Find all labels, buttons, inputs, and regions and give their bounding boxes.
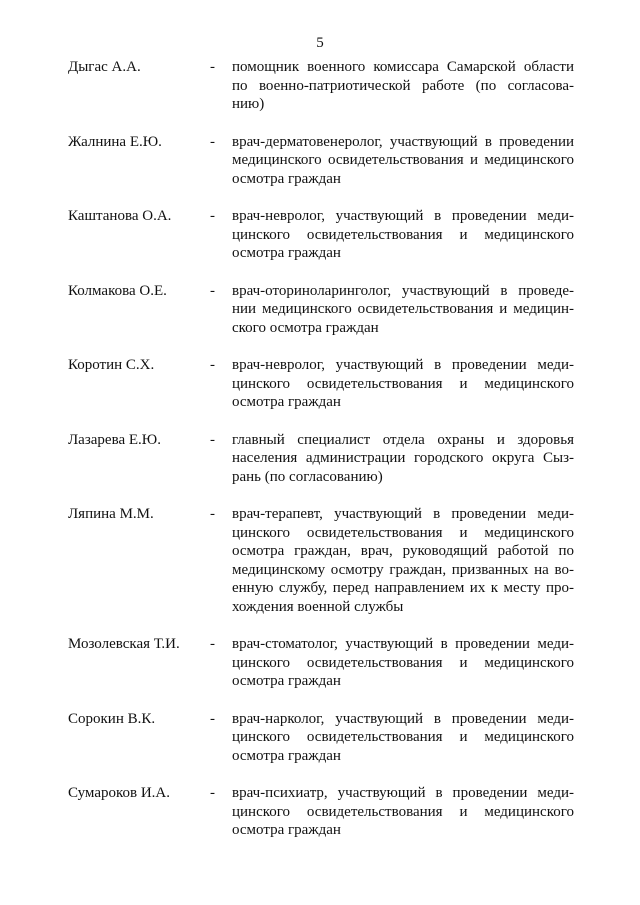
member-role-description — [232, 784, 574, 840]
role-description-line: ского осмотра граждан — [232, 319, 379, 336]
role-description-line: хождения военной службы — [232, 598, 404, 615]
role-description-line: нию) — [232, 96, 265, 112]
member-name: Коротин С.Х. — [68, 357, 155, 373]
role-description-line: цинского освидетельствования и медицинского — [232, 654, 574, 671]
role-description-line: врач-оториноларинголог, участвующий в проведе- — [232, 282, 574, 299]
page-number: 5 — [316, 35, 324, 51]
role-description-line: рань (по согласованию) — [232, 468, 383, 485]
member-name: Колмакова О.Е. — [68, 282, 167, 299]
member-role-description — [232, 282, 574, 338]
member-name: Сорокин В.К. — [68, 710, 156, 727]
role-description-line: цинского освидетельствования и медицинского — [232, 803, 574, 820]
role-description-line: врач-стоматолог, участвующий в проведении меди- — [232, 636, 574, 652]
role-description-line: осмотра граждан — [232, 245, 341, 261]
member-role-description — [232, 58, 574, 114]
member-role-description — [232, 356, 574, 412]
member-name: Дыгас А.А. — [68, 59, 141, 75]
member-role-description — [232, 207, 574, 263]
role-description-line: нии медицинского освидетельствования и медицин- — [232, 301, 574, 317]
role-description-line: населения администрации городского округа Сыз- — [232, 450, 574, 466]
entry-dash: - — [210, 59, 215, 75]
member-role-description — [232, 133, 574, 189]
role-description-line: по военно-патриотической работе (по согласова- — [232, 77, 574, 94]
role-description-line: осмотра граждан — [232, 673, 341, 689]
member-name: Мозолевская Т.И. — [68, 636, 180, 652]
role-description-line: врач-дерматовенеролог, участвующий в проведении — [232, 133, 574, 150]
role-description-line: осмотра граждан, врач, руководящий работой по — [232, 543, 574, 559]
role-description-line: осмотра граждан — [232, 822, 341, 838]
entry-dash: - — [210, 431, 215, 448]
entry-dash: - — [210, 133, 215, 150]
role-description-line: осмотра граждан — [232, 747, 341, 764]
member-role-description — [232, 505, 574, 616]
role-description-line: енную службу, перед направлением их к месту про- — [232, 580, 574, 596]
member-role-description — [232, 431, 574, 487]
role-description-line: помощник военного комиссара Самарской области — [232, 59, 574, 75]
role-description-line: цинского освидетельствования и медицинского — [232, 524, 574, 541]
role-description-line: врач-психиатр, участвующий в проведении меди- — [232, 785, 574, 801]
entry-dash: - — [210, 208, 215, 224]
entry-dash: - — [210, 785, 215, 801]
member-role-description — [232, 635, 574, 691]
member-name: Жалнина Е.Ю. — [68, 133, 162, 150]
entry-dash: - — [210, 506, 215, 522]
member-name: Ляпина М.М. — [68, 506, 154, 522]
entry-dash: - — [210, 357, 215, 373]
role-description-line: главный специалист отдела охраны и здоровья — [232, 431, 574, 448]
role-description-line: медицинского освидетельствования и медицинского — [232, 152, 574, 168]
role-description-line: цинского освидетельствования и медицинского — [232, 226, 574, 243]
role-description-line: медицинскому осмотру граждан, призванных на во- — [232, 561, 574, 578]
member-role-description — [232, 710, 574, 766]
member-name: Каштанова О.А. — [68, 208, 172, 224]
role-description-line: осмотра граждан — [232, 170, 341, 187]
entry-dash: - — [210, 282, 215, 299]
member-name: Лазарева Е.Ю. — [68, 431, 161, 448]
entry-dash: - — [210, 710, 215, 727]
role-description-line: врач-невролог, участвующий в проведении меди- — [232, 208, 574, 224]
role-description-line: врач-нарколог, участвующий в проведении меди- — [232, 710, 574, 727]
role-description-line: цинского освидетельствования и медицинского — [232, 375, 574, 392]
role-description-line: врач-терапевт, участвующий в проведении меди- — [232, 506, 574, 522]
role-description-line: осмотра граждан — [232, 394, 341, 410]
role-description-line: врач-невролог, участвующий в проведении меди- — [232, 357, 574, 373]
entry-dash: - — [210, 636, 215, 652]
role-description-line: цинского освидетельствования и медицинского — [232, 729, 574, 745]
member-name: Сумароков И.А. — [68, 785, 171, 801]
